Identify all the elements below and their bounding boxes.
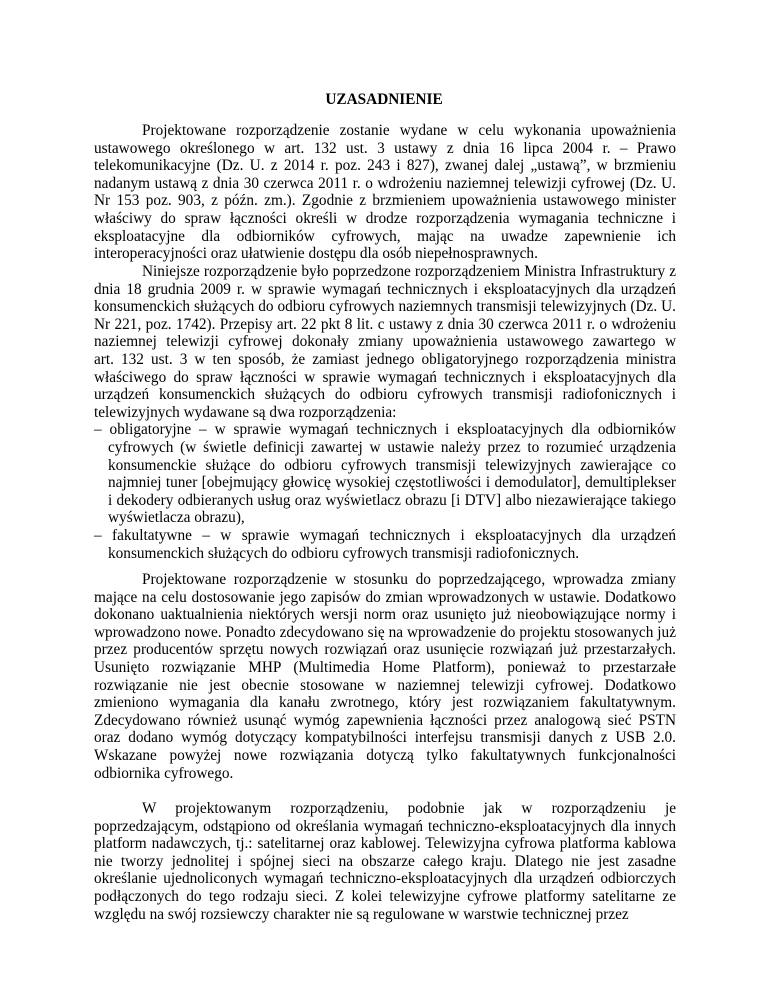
paragraph: W projektowanym rozporządzeniu, podobnie jak w rozporządzeniu je poprzedzającym, odstąpiono od określania wymagań techniczno-eksploatacyjnych dla innych platform nadawczych, tj.: satelitarnej oraz kablowej. Telewizyjna cyfrowa platforma kablowa nie tworzy jednolitej i spójnej sieci na obszarze całego kraju. Dlatego nie jest zasadne określanie ujednoliconych wymagań techniczno-eksploatacyjnych dla urządzeń odbiorczych podłączonych do tego rodzaju sieci. Z kolei telewizyjne cyfrowe platformy satelitarne ze względu na swój rozsiewczy charakter nie są regulowane w warstwie technicznej przez xyxy=(94,800,676,923)
paragraph: Niniejsze rozporządzenie było poprzedzone rozporządzeniem Ministra Infrastruktury z dnia 18 grudnia 2009 r. w sprawie wymagań technicznych i eksploatacyjnych dla urządzeń konsumenckich służących do odbioru cyfrowych naziemnych transmisji telewizyjnych (Dz. U. Nr 221, poz. 1742). Przepisy art. 22 pkt 8 lit. c ustawy z dnia 30 czerwca 2011 r. o wdrożeniu naziemnej telewizji cyfrowej dokonały zmiany upoważnienia ustawowego zawartego w xyxy=(94,263,676,351)
list-item: – obligatoryjne – w sprawie wymagań technicznych i eksploatacyjnych dla odbiorników cyfrowych (w świetle definicji zawartej w ustawie należy przez to rozumieć urządzenia konsumenckie służące do odbioru cyfrowych transmisji telewizyjnych zawierające co najmniej tuner [obejmujący głowicę wysokiej częstotliwości i demodulator], demultiplekser i dekodery odbieranych usług oraz wyświetlacz obrazu [i DTV] albo niezawierające takiego wyświetlacza obrazu), xyxy=(94,421,676,527)
paragraph: art. 132 ust. 3 w ten sposób, że zamiast jednego obligatoryjnego rozporządzenia ministra właściwego do spraw łączności w sprawie wymagań technicznych i eksploatacyjnych dla urządzeń konsumenckich służących do odbioru cyfrowych transmisji radiofonicznych i telewizyjnych wydawane są dwa rozporządzenia: xyxy=(94,350,676,421)
paragraph-1-block xyxy=(94,122,676,263)
list-item: – fakultatywne – w sprawie wymagań technicznych i eksploatacyjnych dla urządzeń konsumenckich służących do odbioru cyfrowych transmisji radiofonicznych. xyxy=(94,526,676,562)
paragraph: Projektowane rozporządzenie w stosunku do poprzedzającego, wprowadza zmiany mające na celu dostosowanie jego zapisów do zmian wprowadzonych w ustawie. Dodatkowo dokonano uaktualnienia niektórych wersji norm oraz usunięto już nieobowiązujące normy i wprowadzono nowe. Ponadto zdecydowano się na wprowadzenie do projektu stosowanych już przez producentów sprzętu nowych rozwiązań oraz usunięcie rozwiązań już przestarzałych. Usunięto rozwiązanie MHP (Multimedia Home Platform), ponieważ to przestarzałe rozwiązanie nie jest obecnie stosowane w naziemnej telewizji cyfrowej. Dodatkowo zmieniono wymagania dla kanału zwrotnego, który jest rozwiązaniem fakultatywnym. Zdecydowano również usunąć wymóg zapewnienia łączności przez analogową sieć PSTN oraz dodano wymóg dotyczący kompatybilności interfejsu transmisji danych z USB 2.0. Wskazane powyżej nowe rozwiązania dotyczą tylko fakultatywnych funkcjonalności odbiornika cyfrowego. xyxy=(94,571,676,782)
document-title: UZASADNIENIE xyxy=(325,91,443,108)
paragraph: Projektowane rozporządzenie zostanie wydane w celu wykonania upoważnienia ustawowego określonego w art. 132 ust. 3 ustawy z dnia 16 lipca 2004 r. – Prawo telekomunikacyjne (Dz. U. z 2014 r. poz. 243 i 827), zwanej dalej „ustawą”, w brzmieniu nadanym ustawą z dnia 30 czerwca 2011 r. o wdrożeniu naziemnej telewizji cyfrowej (Dz. U. Nr 153 poz. 903, z późn. zm.). Zgodnie z brzmieniem upoważnienia ustawowego minister właściwy do spraw łączności określi w drodze rozporządzenia wymagania techniczne i eksploatacyjne dla odbiorników cyfrowych, mając na uwadze zapewnienie ich interoperacyjności oraz ułatwienie dostępu dla osób niepełnosprawnych. xyxy=(94,122,676,263)
paragraph-3-block xyxy=(94,571,676,782)
paragraph-4-block xyxy=(94,800,676,923)
paragraph-2-block xyxy=(94,263,676,562)
